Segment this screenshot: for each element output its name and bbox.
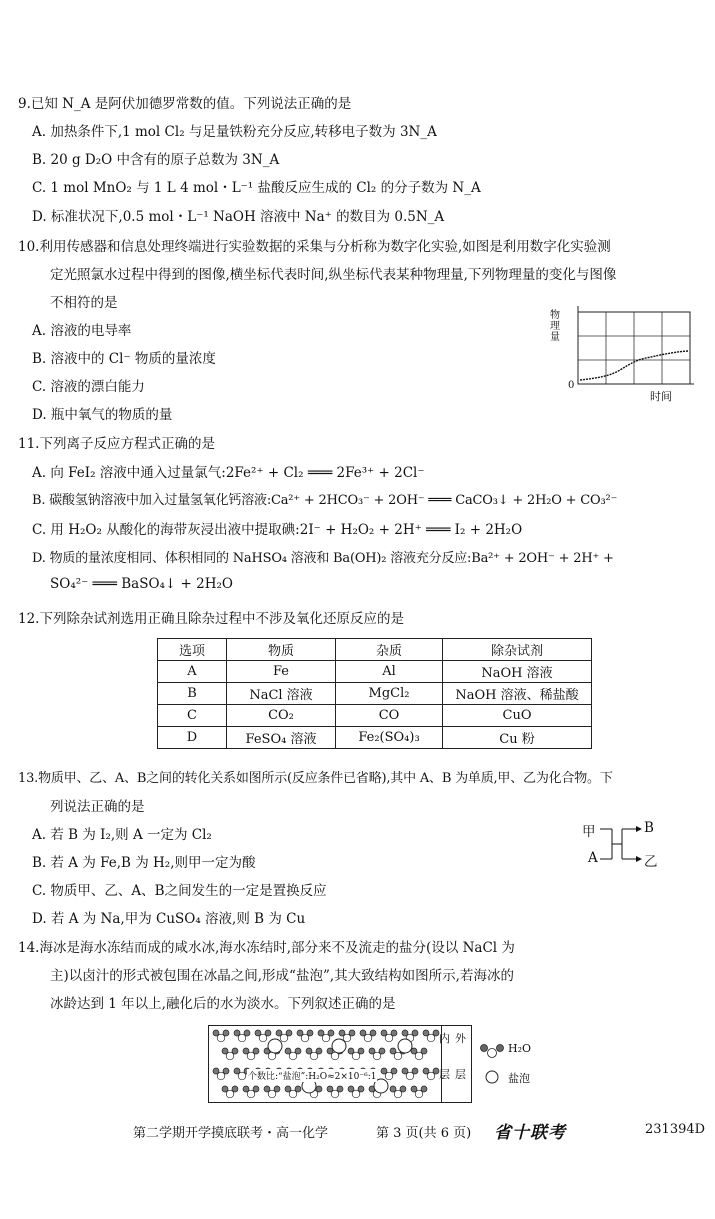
footer-code: 231394D (645, 1122, 706, 1137)
q14-stem-line1: 14.海冰是海水冻结而成的咸水冰,海水冻结时,部分来不及流走的盐分(设以 NaCl 为 (18, 940, 515, 956)
water-molecule (348, 1086, 364, 1098)
water-molecule (285, 1048, 301, 1060)
table-cell: NaOH 溶液 (443, 661, 592, 683)
table-cell: B (158, 683, 227, 705)
table-header: 物质 (227, 639, 336, 661)
q9-option-c: C. 1 mol MnO₂ 与 1 L 4 mol・L⁻¹ 盐酸反应生成的 Cl₂ 的分子数为 N_A (32, 180, 481, 196)
q9-option-b: B. 20 g D₂O 中含有的原子总数为 3N_A (32, 152, 280, 168)
q14-legend-h2o: H₂O (508, 1042, 532, 1055)
q10-option-c: C. 溶液的漂白能力 (32, 379, 145, 395)
q11-option-a: A. 向 FeI₂ 溶液中通入过量氯气:2Fe²⁺ + Cl₂ ═══ 2Fe³⁺ + 2Cl⁻ (32, 465, 425, 481)
water-molecule (381, 1030, 397, 1042)
q10-stem-line3: 不相符的是 (50, 295, 118, 311)
table-cell: C (158, 705, 227, 727)
q13-diagram-a: A (588, 850, 598, 866)
salt-bubble (268, 1039, 282, 1053)
q14-legend (478, 1040, 548, 1090)
water-molecule (297, 1030, 313, 1042)
q14-label-inner: 内 (439, 1032, 450, 1045)
q10-graph (548, 302, 698, 402)
q10-graph-xlabel: 时间 (650, 390, 672, 403)
water-molecule (318, 1030, 334, 1042)
water-molecule (264, 1086, 280, 1098)
water-molecule (402, 1068, 418, 1080)
q11-option-c: C. 用 H₂O₂ 从酸化的海带灰浸出液中提取碘:2I⁻ + H₂O₂ + 2H⁺ ═══ I₂ + 2H₂O (32, 522, 523, 538)
q14-ice-structure (209, 1026, 441, 1102)
table-cell: CO (336, 705, 443, 727)
water-molecule (411, 1086, 427, 1098)
table-cell: Fe (227, 661, 336, 683)
water-molecule (306, 1048, 322, 1060)
water-molecule (255, 1030, 271, 1042)
water-molecule (213, 1068, 229, 1080)
water-molecule (411, 1048, 427, 1060)
water-molecule (360, 1030, 376, 1042)
q13-option-a: A. 若 B 为 I₂,则 A 一定为 Cl₂ (32, 827, 212, 843)
water-molecule (213, 1030, 229, 1042)
q13-diagram-arrows (582, 818, 672, 868)
q14-label-inner-layer: 层 (439, 1068, 450, 1081)
table-cell: Fe₂(SO₄)₃ (336, 727, 443, 749)
q13-diagram (582, 818, 672, 868)
salt-bubble (398, 1039, 412, 1053)
table-cell: NaCl 溶液 (227, 683, 336, 705)
table-cell: Cu 粉 (443, 727, 592, 749)
q14-label-outer-layer: 层 (455, 1068, 466, 1081)
q13-option-c: C. 物质甲、乙、A、B之间发生的一定是置换反应 (32, 883, 327, 899)
footer-exam-title: 第二学期开学摸底联考・高一化学 (133, 1126, 329, 1141)
q9-option-a: A. 加热条件下,1 mol Cl₂ 与足量铁粉充分反应,转移电子数为 3N_A (32, 124, 437, 140)
q12-stem: 12.下列除杂试剂选用正确且除杂过程中不涉及氧化还原反应的是 (18, 611, 404, 627)
table-header: 除杂试剂 (443, 639, 592, 661)
footer-page-number: 第 3 页(共 6 页) (376, 1126, 472, 1141)
table-header: 选项 (158, 639, 227, 661)
q13-diagram-yi: 乙 (644, 854, 658, 870)
water-molecule (243, 1086, 259, 1098)
water-molecule (285, 1086, 301, 1098)
q11-option-d-line2: SO₄²⁻ ═══ BaSO₄↓ + 2H₂O (50, 576, 233, 592)
table-cell: D (158, 727, 227, 749)
water-molecule (243, 1048, 259, 1060)
q10-option-d: D. 瓶中氧气的物质的量 (32, 407, 173, 423)
q9-stem: 9.已知 N_A 是阿伏加德罗常数的值。下列说法正确的是 (18, 96, 352, 112)
table-cell: Al (336, 661, 443, 683)
water-molecule (222, 1086, 238, 1098)
q10-stem-line2: 定光照氯水过程中得到的图像,横坐标代表时间,纵坐标代表某种物理量,下列物理量的变化与图像 (50, 267, 617, 283)
water-molecule (327, 1086, 343, 1098)
table-cell: NaOH 溶液、稀盐酸 (443, 683, 592, 705)
q11-option-d-line1: D. 物质的量浓度相同、体积相同的 NaHSO₄ 溶液和 Ba(OH)₂ 溶液充分反应:Ba²⁺ + 2OH⁻ + 2H⁺ + (32, 551, 614, 566)
q13-option-d: D. 若 A 为 Na,甲为 CuSO₄ 溶液,则 B 为 Cu (32, 911, 306, 927)
table-cell: MgCl₂ (336, 683, 443, 705)
q9-option-d: D. 标准状况下,0.5 mol・L⁻¹ NaOH 溶液中 Na⁺ 的数目为 0.5N_A (32, 209, 445, 225)
q13-diagram-jia: 甲 (582, 824, 596, 840)
table-row (158, 705, 592, 727)
table-cell: A (158, 661, 227, 683)
salt-bubble (332, 1039, 346, 1053)
q14-legend-icons (478, 1040, 508, 1090)
footer-stamp-logo: 省十联考 (494, 1123, 566, 1143)
water-molecule (423, 1068, 439, 1080)
q10-graph-ylabel: 物理量 (550, 310, 560, 343)
table-cell: FeSO₄ 溶液 (227, 727, 336, 749)
table-header-row (158, 639, 592, 661)
q10-option-a: A. 溶液的电导率 (32, 323, 132, 339)
water-molecule (390, 1086, 406, 1098)
water-molecule (369, 1048, 385, 1060)
water-molecule (423, 1030, 439, 1042)
q14-stem-line2: 主)以卤汁的形式被包围在冰晶之间,形成“盐泡”,其大致结构如图所示,若海冰的 (50, 968, 514, 984)
table-row (158, 683, 592, 705)
q13-stem-line2: 列说法正确的是 (50, 799, 145, 815)
water-molecule (348, 1048, 364, 1060)
table-row (158, 727, 592, 749)
q12-table (157, 638, 592, 749)
q14-legend-salt: 盐泡 (508, 1072, 530, 1085)
q14-label-outer: 外 (455, 1032, 466, 1045)
q14-stem-line3: 冰龄达到 1 年以上,融化后的水为淡水。下列叙述正确的是 (50, 996, 396, 1012)
q14-ratio-text: 个数比:“盐泡”:H₂O≈2×10⁻⁶:1 (247, 1069, 377, 1082)
water-molecule (222, 1048, 238, 1060)
table-header: 杂质 (336, 639, 443, 661)
table-cell: CuO (443, 705, 592, 727)
water-molecule (381, 1068, 397, 1080)
table-row (158, 661, 592, 683)
q13-diagram-b: B (644, 820, 654, 836)
q11-stem: 11.下列离子反应方程式正确的是 (18, 436, 215, 452)
q13-option-b: B. 若 A 为 Fe,B 为 H₂,则甲一定为酸 (32, 855, 256, 871)
table-cell: CO₂ (227, 705, 336, 727)
q14-figure (208, 1025, 472, 1103)
q10-graph-origin: 0 (568, 380, 575, 391)
water-molecule (234, 1030, 250, 1042)
q11-option-b: B. 碳酸氢钠溶液中加入过量氢氧化钙溶液:Ca²⁺ + 2HCO₃⁻ + 2OH⁻ ═══ CaCO₃↓ + 2H₂O + CO₃²⁻ (32, 493, 618, 508)
q10-option-b: B. 溶液中的 Cl⁻ 物质的量浓度 (32, 351, 216, 367)
q13-stem-line1: 13.物质甲、乙、A、B之间的转化关系如图所示(反应条件已省略),其中 A、B 为单质,甲、乙为化合物。下 (18, 771, 613, 786)
q10-stem-line1: 10.利用传感器和信息处理终端进行实验数据的采集与分析称为数字化实验,如图是利用数字化实验测 (18, 239, 611, 255)
